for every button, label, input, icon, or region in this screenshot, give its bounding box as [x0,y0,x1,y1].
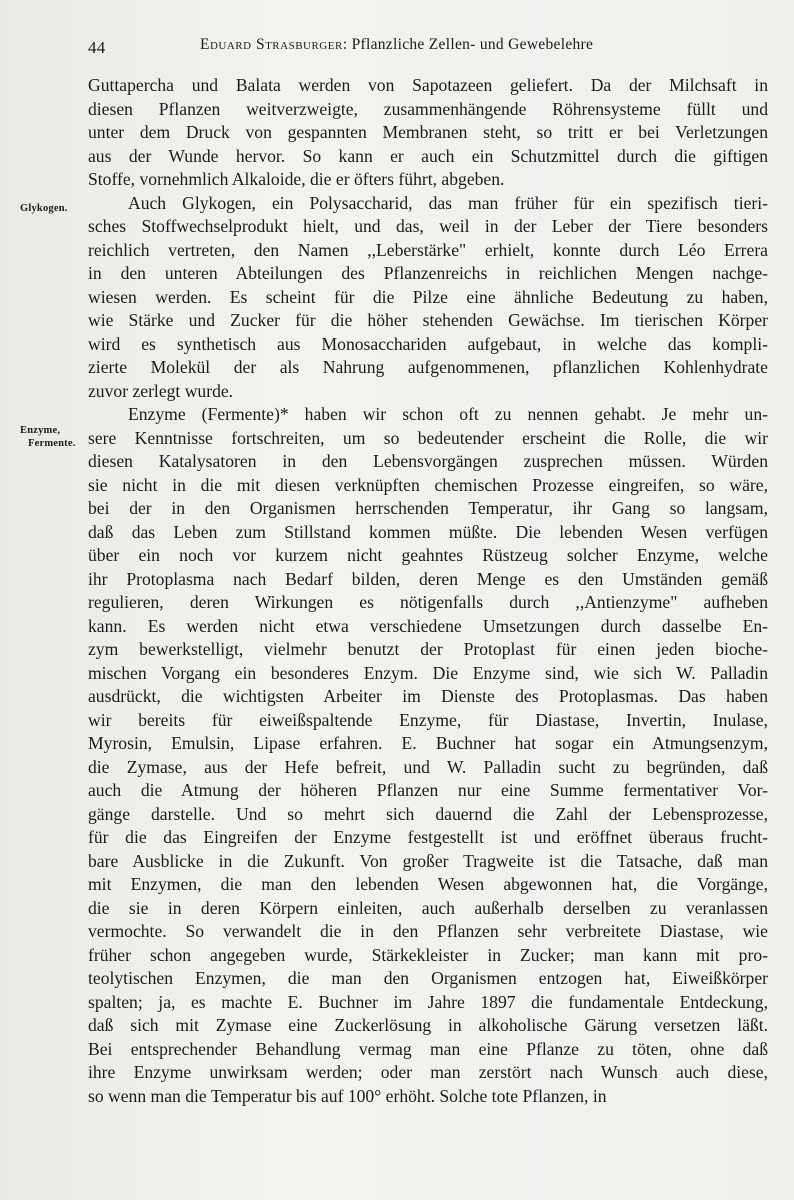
body-text [88,74,768,1108]
text-line: zierte Molekül der als Nahrung aufgenommenen, pflanzlichen Kohlenhydrate [88,357,768,377]
text-line: diesen Pflanzen weitverzweigte, zusammenhängende Röhrensysteme füllt und [88,98,768,119]
text-line: diesen Katalysatoren in den Lebensvorgängen zusprechen müssen. Würden [88,451,768,471]
text-line: wird es synthetisch aus Monosacchariden aufgebaut, in welche das kompli- [88,333,768,354]
text-line: bei der in den Organismen herrschenden Temperatur, ihr Gang so langsam, [88,498,768,518]
text-line: ihr Protoplasma nach Bedarf bilden, deren Menge es den Umständen gemäß [88,568,768,589]
text-line: zuvor zerlegt wurde. [88,380,234,401]
text-line: wie Stärke und Zucker für die höher stehenden Gewächse. Im tierischen Körper [88,310,768,330]
text-line: sie nicht in die mit diesen verknüpften chemischen Prozesse eingreifen, so wäre, [88,474,768,495]
text-line: zym bewerkstelligt, vielmehr benutzt der Protoplast für einen jeden bioche- [88,639,768,659]
running-title [200,36,593,54]
text-line: regulieren, deren Wirkungen es nötigenfalls durch ,,Antienzyme" aufheben [88,592,768,612]
text-line: gänge darstelle. Und so mehrt sich dauernd die Zahl der Lebensprozesse, [88,803,768,824]
text-line: ausdrückt, die wichtigsten Arbeiter im Dienste des Protoplasmas. Das haben [88,686,768,706]
text-line: mit Enzymen, die man den lebenden Wesen abgewonnen hat, die Vorgänge, [88,874,768,894]
margin-note-enzyme-line-2: Fermente. [28,438,76,449]
text-line: in den unteren Abteilungen des Pflanzenreichs in reichlichen Mengen nachge- [88,263,768,283]
text-line: bare Ausblicke in die Zukunft. Von großer Tragweite ist die Tatsache, daß man [88,850,768,871]
text-line: ihre Enzyme unwirksam werden; oder man zerstört nach Wunsch auch diese, [88,1062,768,1082]
text-line: die sie in deren Körpern einleiten, auch außerhalb derselben zu veranlassen [88,897,768,918]
text-line: über ein noch vor kurzem nicht geahntes Rüstzeug solcher Enzyme, welche [88,545,768,565]
text-line: Auch Glykogen, ein Polysaccharid, das man früher für ein spezifisch tieri- [128,192,768,213]
text-line: die Zymase, aus der Hefe befreit, und W. Palladin sucht zu begründen, daß [88,756,768,777]
text-line: teolytischen Enzymen, die man den Organismen entzogen hat, Eiweißkörper [88,968,768,988]
text-line: so wenn man die Temperatur bis auf 100° erhöht. Solche tote Pflanzen, in [88,1085,607,1106]
text-line: mischen Vorgang ein besonderes Enzym. Die Enzyme sind, wie sich W. Palladin [88,662,768,683]
text-line: Stoffe, vornehmlich Alkaloide, die er öfters führt, abgeben. [88,169,505,189]
text-line: kann. Es werden nicht etwa verschiedene Umsetzungen durch dasselbe En- [88,615,768,636]
text-line: daß das Leben zum Stillstand kommen müßte. Die lebenden Wesen verfügen [88,521,768,542]
text-line: wiesen werden. Es scheint für die Pilze eine ähnliche Bedeutung zu haben, [88,286,768,307]
text-line: Myrosin, Emulsin, Lipase erfahren. E. Buchner hat sogar ein Atmungsenzym, [88,733,768,753]
text-line: daß sich mit Zymase eine Zuckerlösung in alkoholische Gärung versetzen läßt. [88,1015,768,1035]
text-line: reichlich vertreten, den Namen ,,Leberstärke" erhielt, konnte durch Léo Errera [88,239,768,260]
text-line: wir bereits für eiweißspaltende Enzyme, für Diastase, Invertin, Inulase, [88,709,768,730]
text-line: für die das Eingreifen der Enzyme festgestellt ist und eröffnet überaus frucht- [88,827,768,847]
text-line: unter dem Druck von gespannten Membranen steht, so tritt er bei Verletzungen [88,122,768,142]
text-line: aus der Wunde hervor. So kann er auch ein Schutzmittel durch die giftigen [88,145,768,166]
text-line: vermochte. So verwandelt die in den Pflanzen sehr verbreitete Diastase, wie [88,921,768,941]
margin-note-glykogen: Glykogen. [20,203,68,214]
text-line: früher schon angegeben wurde, Stärkekleister in Zucker; man kann mit pro- [88,944,768,965]
text-line: Enzyme (Fermente)* haben wir schon oft zu nennen gehabt. Je mehr un- [128,404,768,424]
text-line: auch die Atmung der höheren Pflanzen nur eine Summe fermentativer Vor- [88,780,768,800]
text-line: sere Kenntnisse fortschreiten, um so bedeutender erscheint die Rolle, die wir [88,427,768,448]
text-line: Bei entsprechender Behandlung vermag man eine Pflanze zu töten, ohne daß [88,1038,768,1059]
margin-note-enzyme-line-1: Enzyme, [20,425,61,436]
text-line: Guttapercha und Balata werden von Sapotazeen geliefert. Da der Milchsaft in [88,75,768,95]
text-line: sches Stoffwechselprodukt hielt, und das, weil in der Leber der Tiere besonders [88,216,768,236]
running-header [88,36,768,58]
book-title: : Pflanzliche Zellen- und Gewebelehre [342,36,594,53]
page-number: 44 [88,38,106,57]
text-line: spalten; ja, es machte E. Buchner im Jahre 1897 die fundamentale Entdeckung, [88,991,768,1012]
author-name: Eduard Strasburger [200,36,343,53]
margin-note-enzyme [20,424,76,450]
